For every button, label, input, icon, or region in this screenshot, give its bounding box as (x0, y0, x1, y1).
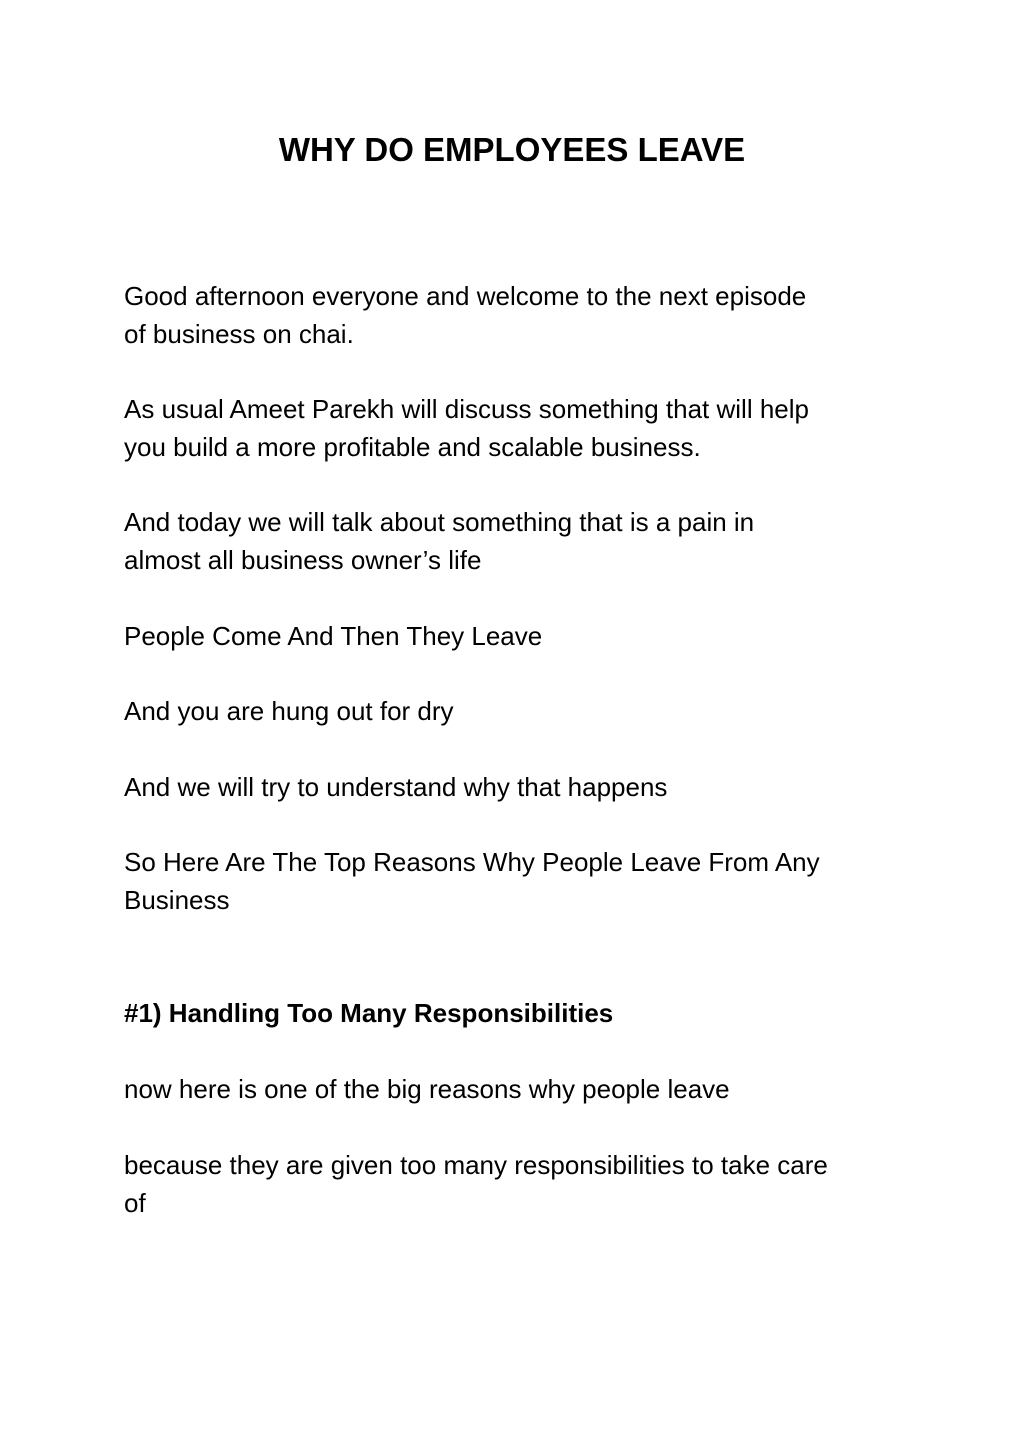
host-paragraph: As usual Ameet Parekh will discuss something that will help you build a more profitable and scalable business. (124, 394, 809, 462)
section-paragraph-1: now here is one of the big reasons why people leave (124, 1074, 730, 1104)
page-title: WHY DO EMPLOYEES LEAVE (278, 131, 746, 168)
intro-paragraph: Good afternoon everyone and welcome to the next episode of business on chai. (124, 281, 807, 349)
people-come-paragraph: People Come And Then They Leave (124, 621, 543, 651)
section-heading: #1) Handling Too Many Responsibilities (124, 998, 614, 1028)
understand-paragraph: And we will try to understand why that happens (124, 772, 668, 802)
hung-out-paragraph: And you are hung out for dry (124, 696, 454, 726)
top-reasons-paragraph: So Here Are The Top Reasons Why People Leave From Any Business (124, 847, 820, 915)
section-paragraph-2: because they are given too many responsibilities to take care of (124, 1150, 828, 1218)
topic-paragraph: And today we will talk about something that is a pain in almost all business owner’s life (124, 507, 755, 575)
